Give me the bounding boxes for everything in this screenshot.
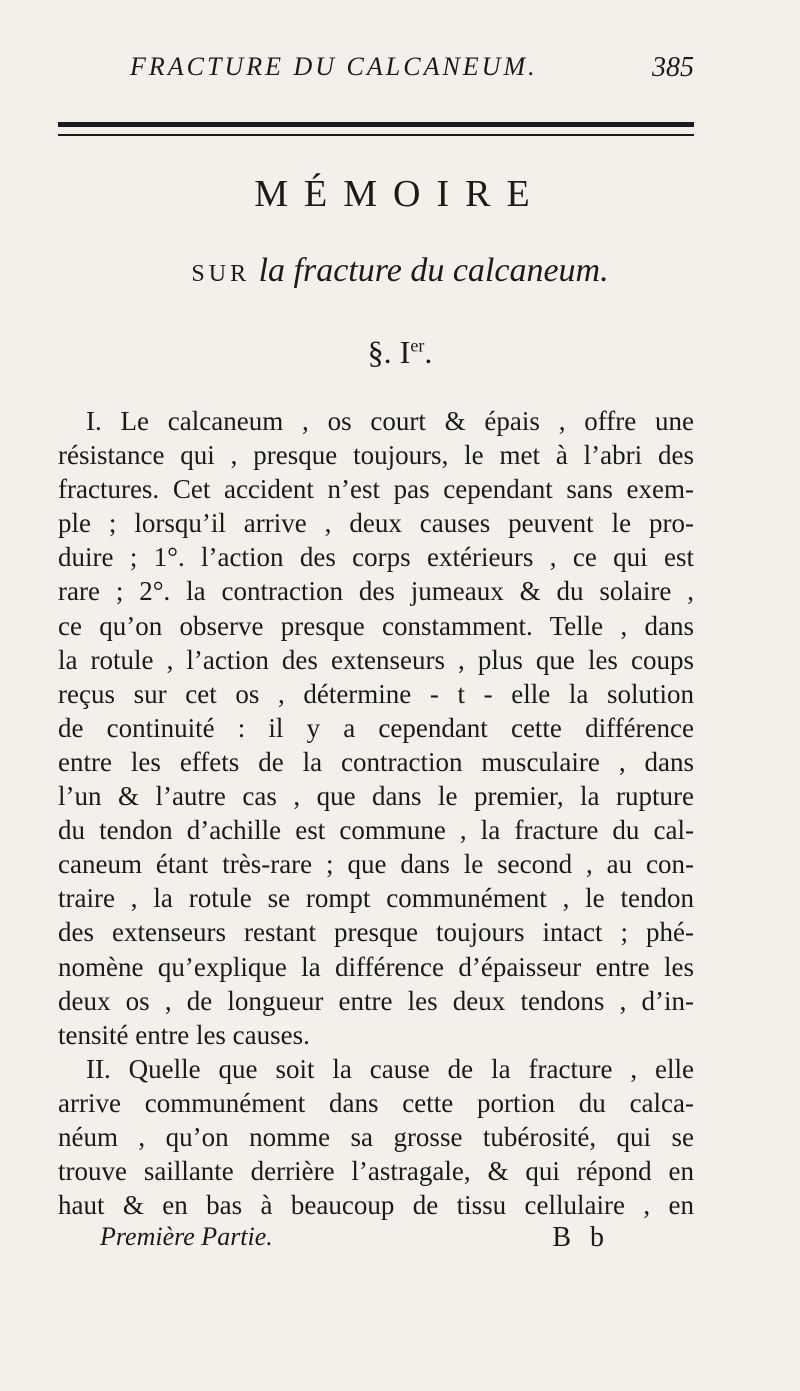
text-line: haut & en bas à beaucoup de tissu cellulaire , en — [58, 1190, 694, 1221]
section-heading — [0, 334, 760, 371]
page-number: 385 — [652, 52, 694, 83]
text-line: rare ; 2°. la contraction des jumeaux & du solaire , — [58, 576, 694, 607]
text-line: tensité entre les causes. — [58, 1019, 310, 1050]
text-line: fractures. Cet accident n’est pas cependant sans exem- — [58, 474, 694, 505]
text-line: I. Le calcaneum , os court & épais , offre une — [86, 406, 694, 436]
text-line: entre les effets de la contraction musculaire , dans — [58, 746, 694, 777]
text-line: ple ; lorsqu’il arrive , deux causes peuvent le pro- — [58, 508, 694, 539]
text-line: ce qu’on observe presque constamment. Telle , dans — [58, 610, 694, 641]
page-footer — [100, 1222, 610, 1262]
memoir-title: MÉMOIRE — [254, 173, 546, 215]
text-line: de continuité : il y a cependant cette différence — [58, 712, 694, 743]
section-end: . — [424, 334, 433, 370]
text-line: trouve saillante derrière l’astragale, & qui répond en — [58, 1156, 694, 1187]
memoir-subtitle — [0, 252, 760, 290]
text-line: caneum étant très-rare ; que dans le second , au con- — [58, 849, 694, 880]
text-line: résistance qui , presque toujours, le met à l’abri des — [58, 440, 694, 471]
text-line: nomène qu’explique la différence d’épaisseur entre les — [58, 951, 694, 982]
text-line: reçus sur cet os , détermine - t - elle la solution — [58, 678, 694, 709]
footer-part: Première Partie. — [100, 1222, 273, 1251]
section-label: §. I — [367, 334, 411, 370]
text-line: l’un & l’autre cas , que dans le premier, la rupture — [58, 781, 694, 812]
subtitle-rest: la fracture du calcaneum. — [258, 252, 609, 289]
header-rule — [58, 122, 694, 136]
text-line: arrive communément dans cette portion du calca- — [58, 1087, 694, 1118]
body-text — [58, 404, 694, 1222]
text-line: des extenseurs restant presque toujours intact ; phé- — [58, 917, 694, 948]
text-line: deux os , de longueur entre les deux tendons , d’in- — [58, 985, 694, 1016]
running-title: FRACTURE DU CALCANEUM. — [130, 52, 538, 81]
signature-mark: B b — [552, 1222, 610, 1253]
text-line: la rotule , l’action des extenseurs , plus que les coups — [58, 644, 694, 675]
text-line: traire , la rotule se rompt communément , le tendon — [58, 883, 694, 914]
section-superscript: er — [410, 335, 425, 356]
text-line: néum , qu’on nomme sa grosse tubérosité, qui se — [58, 1121, 694, 1152]
text-line: II. Quelle que soit la cause de la fracture , elle — [86, 1053, 694, 1084]
subtitle-prefix: SUR — [191, 261, 251, 287]
text-line: duire ; 1°. l’action des corps extérieurs , ce qui est — [58, 542, 694, 573]
text-line: du tendon d’achille est commune , la fracture du cal- — [58, 815, 694, 846]
running-head — [130, 52, 694, 92]
